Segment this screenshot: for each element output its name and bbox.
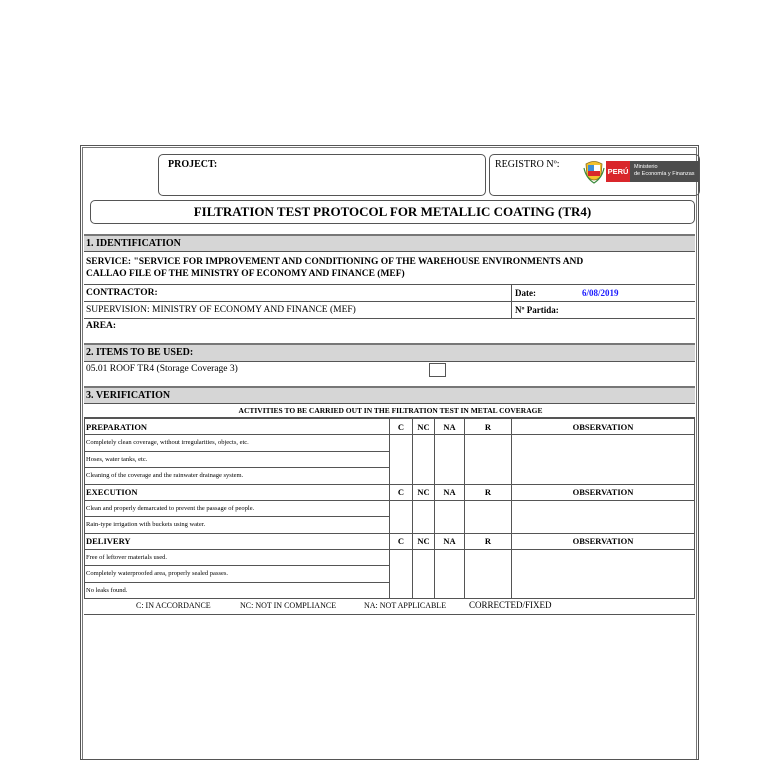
- r-check-cell[interactable]: [465, 500, 512, 517]
- col-r-header: R: [465, 484, 512, 500]
- observation-cell[interactable]: [512, 549, 695, 566]
- observation-cell[interactable]: [512, 517, 695, 534]
- activities-title: ACTIVITIES TO BE CARRIED OUT IN THE FILTRATION TEST IN METAL COVERAGE: [84, 404, 695, 418]
- col-r-header: R: [465, 533, 512, 549]
- activity-text: Hoses, water tanks, etc.: [85, 451, 390, 468]
- activity-row: [85, 566, 695, 583]
- legend-row: [84, 599, 695, 615]
- project-field: [158, 154, 486, 196]
- r-check-cell[interactable]: [465, 582, 512, 599]
- date-label: Date:: [515, 288, 536, 298]
- activity-text: Clean and properly demarcated to prevent the passage of people.: [85, 500, 390, 517]
- col-na-header: NA: [435, 419, 465, 435]
- nc-check-cell[interactable]: [413, 468, 435, 485]
- activity-row: [85, 517, 695, 534]
- verification-heading: 3. VERIFICATION: [84, 388, 695, 404]
- col-r-header: R: [465, 419, 512, 435]
- verification-table: [84, 418, 695, 599]
- area-label: AREA:: [86, 321, 117, 331]
- service-row: [84, 252, 695, 285]
- col-observation-header: OBSERVATION: [512, 419, 695, 435]
- col-nc-header: NC: [413, 484, 435, 500]
- c-check-cell[interactable]: [390, 517, 413, 534]
- activity-row: [85, 468, 695, 485]
- items-section: [84, 343, 695, 378]
- nc-check-cell[interactable]: [413, 435, 435, 452]
- c-check-cell[interactable]: [390, 582, 413, 599]
- legend-r: CORRECTED/FIXED: [469, 600, 552, 610]
- nc-check-cell[interactable]: [413, 517, 435, 534]
- item-text: 05.01 ROOF TR4 (Storage Coverage 3): [86, 364, 238, 374]
- group-name: PREPARATION: [85, 419, 390, 435]
- identification-section: [84, 234, 695, 335]
- na-check-cell[interactable]: [435, 451, 465, 468]
- col-observation-header: OBSERVATION: [512, 533, 695, 549]
- activity-text: Completely clean coverage, without irregularities, objects, etc.: [85, 435, 390, 452]
- c-check-cell[interactable]: [390, 468, 413, 485]
- r-check-cell[interactable]: [465, 566, 512, 583]
- activity-text: Cleaning of the coverage and the rainwater drainage system.: [85, 468, 390, 485]
- nc-check-cell[interactable]: [413, 549, 435, 566]
- activity-row: [85, 582, 695, 599]
- group-header-row: [85, 533, 695, 549]
- activity-text: Rain-type irrigation with buckets using water.: [85, 517, 390, 534]
- project-label: PROJECT:: [168, 159, 218, 170]
- nc-check-cell[interactable]: [413, 451, 435, 468]
- group-header-row: [85, 484, 695, 500]
- date-value: 6/08/2019: [582, 288, 619, 298]
- na-check-cell[interactable]: [435, 582, 465, 599]
- registro-label: REGISTRO Nº:: [495, 159, 560, 170]
- na-check-cell[interactable]: [435, 435, 465, 452]
- col-nc-header: NC: [413, 533, 435, 549]
- supervision-row: [84, 302, 695, 319]
- observation-cell[interactable]: [512, 451, 695, 468]
- na-check-cell[interactable]: [435, 566, 465, 583]
- na-check-cell[interactable]: [435, 468, 465, 485]
- col-na-header: NA: [435, 484, 465, 500]
- peru-coat-of-arms-icon: [583, 158, 605, 186]
- r-check-cell[interactable]: [465, 435, 512, 452]
- c-check-cell[interactable]: [390, 451, 413, 468]
- observation-cell[interactable]: [512, 582, 695, 599]
- legend-na: NA: NOT APPLICABLE: [364, 601, 447, 610]
- supervision-text: SUPERVISION: MINISTRY OF ECONOMY AND FINANCE (MEF): [86, 305, 356, 315]
- r-check-cell[interactable]: [465, 451, 512, 468]
- contractor-row: [84, 285, 695, 302]
- na-check-cell[interactable]: [435, 517, 465, 534]
- activity-text: No leaks found.: [85, 582, 390, 599]
- identification-heading: 1. IDENTIFICATION: [84, 236, 695, 252]
- peru-logo: PERÚ: [606, 161, 630, 182]
- col-c-header: C: [390, 533, 413, 549]
- col-c-header: C: [390, 484, 413, 500]
- activity-row: [85, 500, 695, 517]
- group-header-row: [85, 419, 695, 435]
- col-nc-header: NC: [413, 419, 435, 435]
- document-title: FILTRATION TEST PROTOCOL FOR METALLIC COATING (TR4): [90, 200, 695, 224]
- mef-logo-line2: de Economía y Finanzas: [634, 171, 695, 177]
- group-name: EXECUTION: [85, 484, 390, 500]
- service-line-2: CALLAO FILE OF THE MINISTRY OF ECONOMY AND FINANCE (MEF): [86, 269, 405, 279]
- legend-nc: NC: NOT IN COMPLIANCE: [240, 601, 337, 610]
- r-check-cell[interactable]: [465, 517, 512, 534]
- observation-cell[interactable]: [512, 435, 695, 452]
- partida-label: Nº Partida:: [515, 305, 559, 315]
- group-name: DELIVERY: [85, 533, 390, 549]
- date-cell: [511, 285, 703, 301]
- service-line-1: SERVICE: "SERVICE FOR IMPROVEMENT AND CONDITIONING OF THE WAREHOUSE ENVIRONMENTS AND: [86, 257, 584, 267]
- items-heading: 2. ITEMS TO BE USED:: [84, 345, 695, 362]
- observation-cell[interactable]: [512, 566, 695, 583]
- activity-row: [85, 435, 695, 452]
- c-check-cell[interactable]: [390, 435, 413, 452]
- contractor-label: CONTRACTOR:: [86, 288, 158, 298]
- col-c-header: C: [390, 419, 413, 435]
- items-row: [84, 362, 695, 378]
- legend-c: C: IN ACCORDANCE: [136, 601, 211, 610]
- c-check-cell[interactable]: [390, 500, 413, 517]
- verification-section: [84, 386, 695, 615]
- na-check-cell[interactable]: [435, 500, 465, 517]
- activity-row: [85, 549, 695, 566]
- col-observation-header: OBSERVATION: [512, 484, 695, 500]
- c-check-cell[interactable]: [390, 566, 413, 583]
- protocol-document: [80, 145, 699, 760]
- r-check-cell[interactable]: [465, 468, 512, 485]
- observation-cell[interactable]: [512, 468, 695, 485]
- activity-text: Completely waterproofed area, properly sealed passes.: [85, 566, 390, 583]
- observation-cell[interactable]: [512, 500, 695, 517]
- col-na-header: NA: [435, 533, 465, 549]
- mef-logo-line1: Ministerio: [634, 164, 658, 170]
- c-check-cell[interactable]: [390, 549, 413, 566]
- registro-field: [489, 154, 700, 196]
- nc-check-cell[interactable]: [413, 582, 435, 599]
- mef-logo: [630, 161, 699, 182]
- nc-check-cell[interactable]: [413, 500, 435, 517]
- partida-cell: [511, 302, 703, 318]
- nc-check-cell[interactable]: [413, 566, 435, 583]
- r-check-cell[interactable]: [465, 549, 512, 566]
- na-check-cell[interactable]: [435, 549, 465, 566]
- area-row: [84, 319, 695, 335]
- activity-text: Free of leftover materials used.: [85, 549, 390, 566]
- item-checkbox[interactable]: [429, 363, 446, 377]
- activity-row: [85, 451, 695, 468]
